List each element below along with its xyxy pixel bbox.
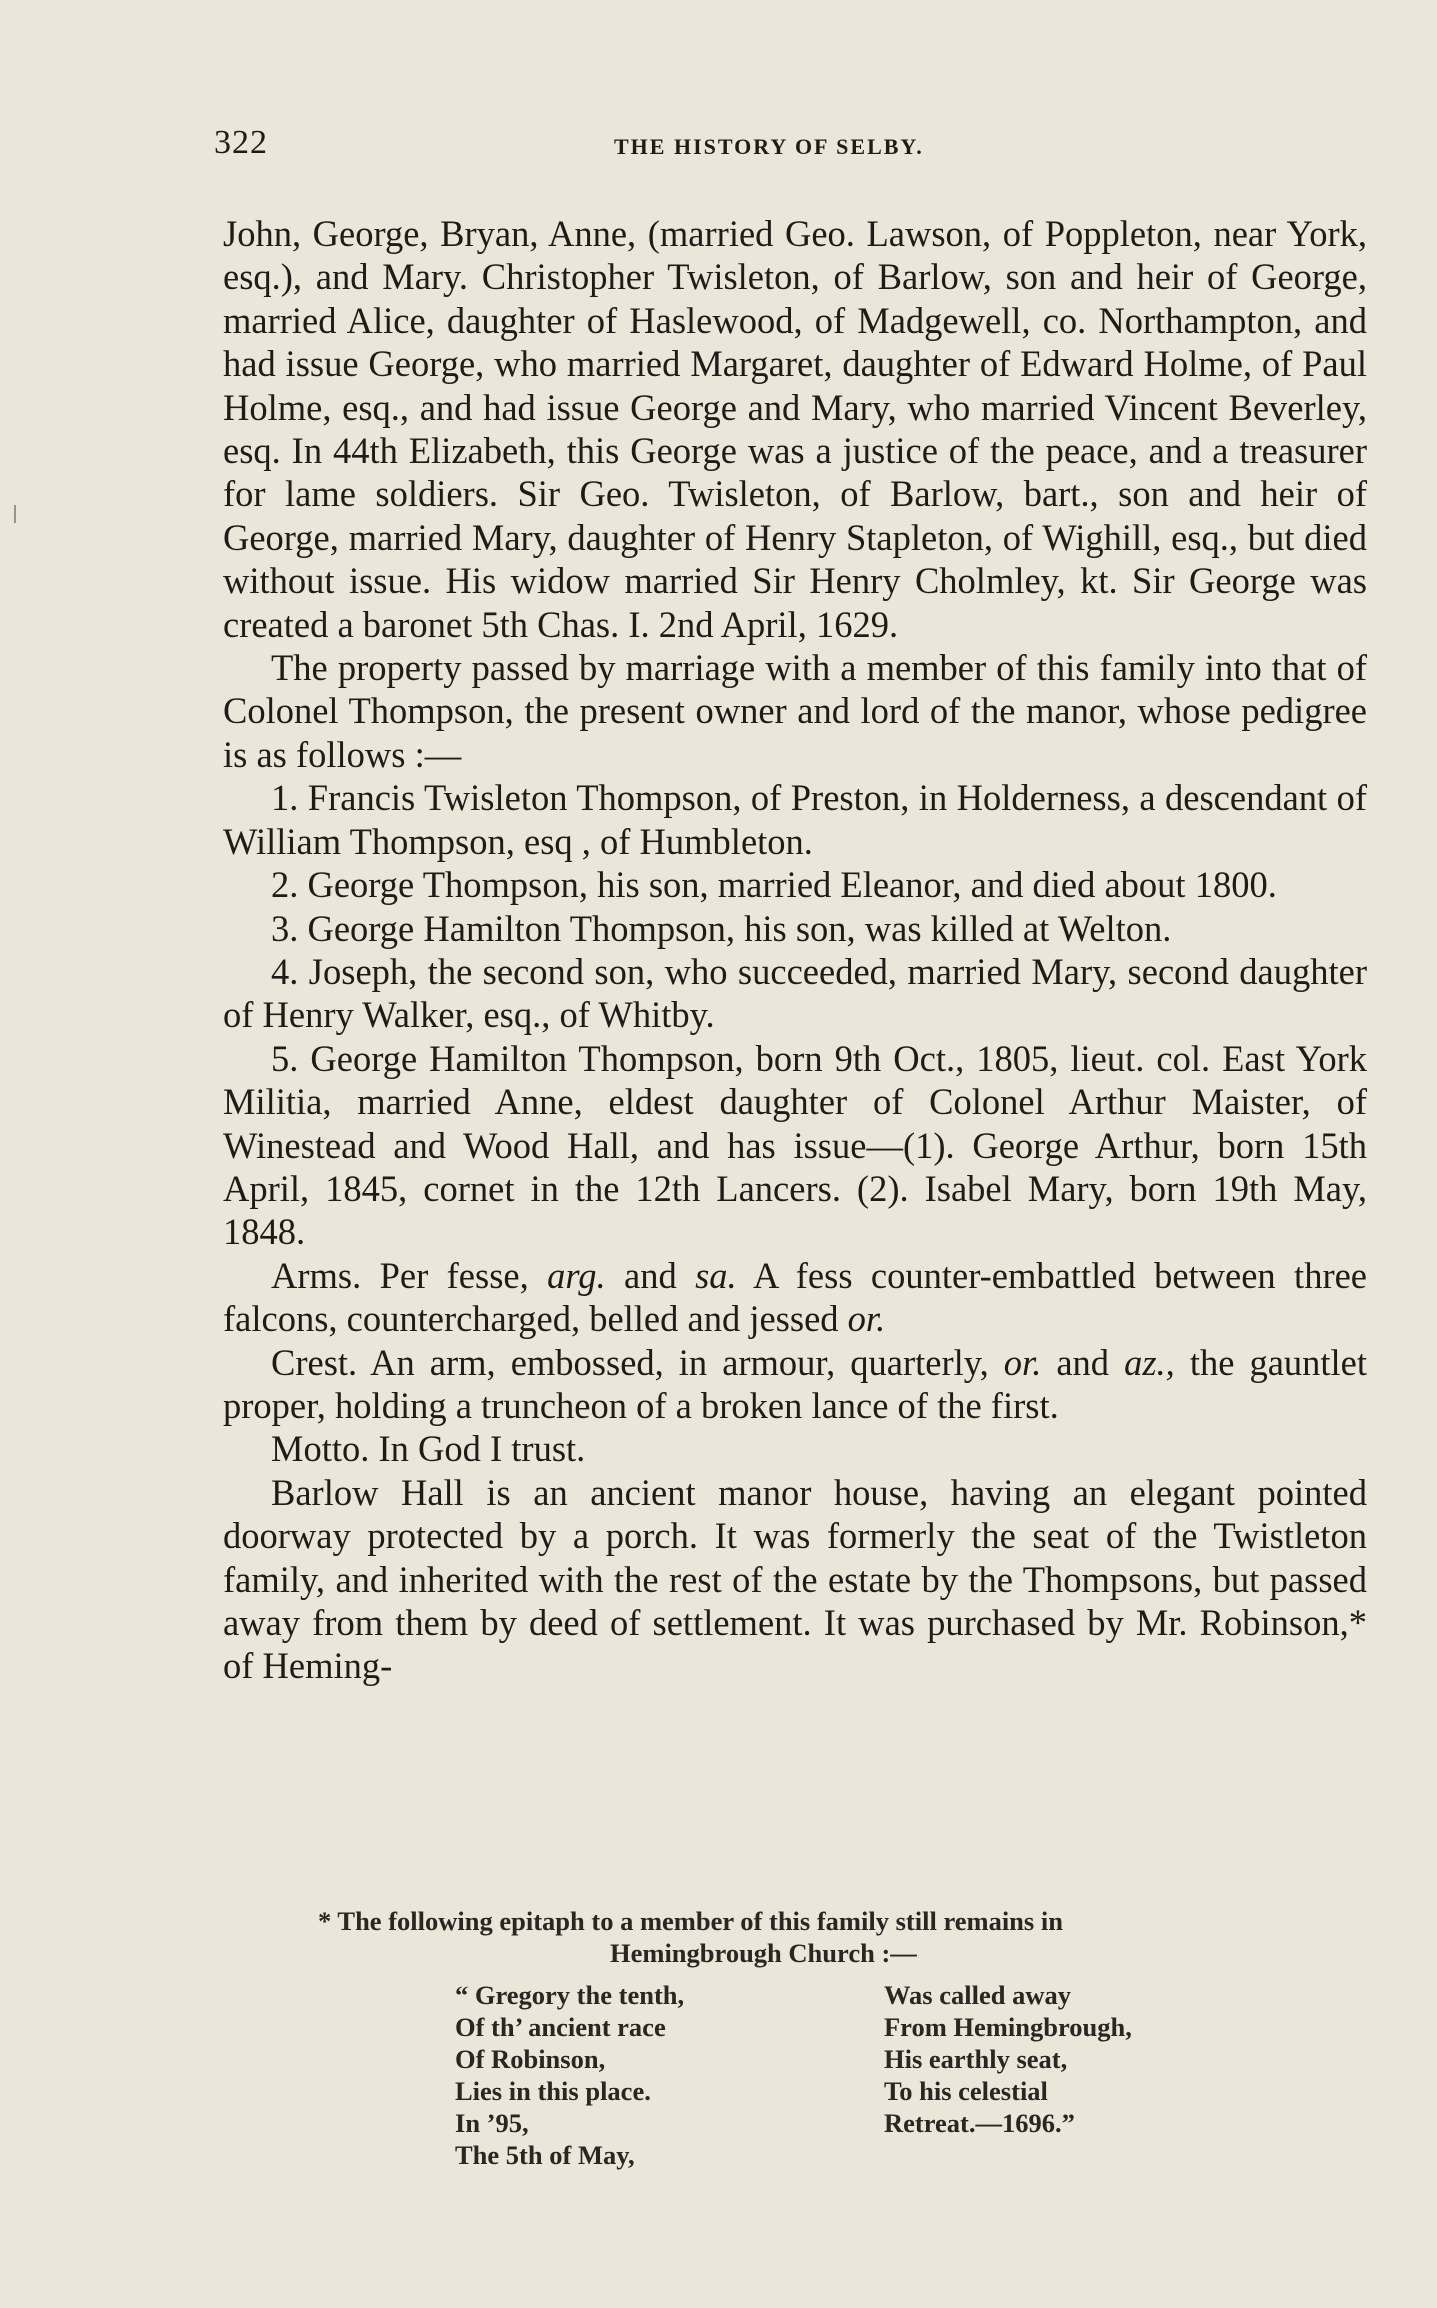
epitaph-line: The 5th of May,	[455, 2140, 635, 2170]
arms-text-a: Arms. Per fesse,	[271, 1254, 548, 1296]
epitaph-line: Lies in this place.	[455, 2076, 651, 2106]
epitaph-line: From Hemingbrough,	[884, 2012, 1132, 2042]
motto-paragraph: Motto. In God I trust.	[271, 1428, 586, 1470]
crest-tincture-az: az.,	[1124, 1341, 1175, 1383]
arms-tincture-sa: sa.	[695, 1254, 737, 1296]
footnote-intro-line-1: * The following epitaph to a member of this family still remains in	[318, 1906, 1063, 1936]
crest-tincture-or: or.	[1003, 1341, 1042, 1383]
crest-text-e: the gauntlet proper, holding a truncheon of a broken lance of the first.	[223, 1341, 1368, 1426]
page-number: 322	[214, 124, 268, 161]
epitaph-line: To his celestial	[884, 2076, 1048, 2106]
page-header	[214, 124, 1374, 164]
crest-text-a: Crest. An arm, embossed, in armour, quarterly,	[271, 1341, 1004, 1383]
pedigree-item-3: 3. George Hamilton Thompson, his son, was killed at Welton.	[271, 907, 1172, 949]
epitaph-line: His earthly seat,	[884, 2044, 1068, 2074]
arms-tincture-arg: arg.	[547, 1254, 606, 1296]
crest-paragraph	[223, 1341, 1367, 1428]
pedigree-item-5: 5. George Hamilton Thompson, born 9th Oct., 1805, lieut. col. East York Militia, married Anne, eldest daughter of Colonel Arthur Maister, of Winestead and Wood Hall, and has issue—(1). George Arthur, born 15th April, 1845, cornet in the 12th Lancers. (2). Isabel Mary, born 19th May, 1848.	[223, 1037, 1367, 1253]
arms-text-c: and	[605, 1254, 696, 1296]
pedigree-item-2: 2. George Thompson, his son, married Eleanor, and died about 1800.	[271, 864, 1277, 906]
running-head: THE HISTORY OF SELBY.	[614, 134, 924, 159]
epitaph-right-column	[884, 1979, 1132, 2139]
pedigree-item-1: 1. Francis Twisleton Thompson, of Preston, in Holderness, a descendant of William Thompson, esq , of Humbleton.	[223, 777, 1367, 862]
body-text	[223, 212, 1367, 1688]
epitaph-line: Of Robinson,	[455, 2044, 606, 2074]
paragraph-barlow-hall: Barlow Hall is an ancient manor house, having an elegant pointed doorway protected by a porch. It was formerly the seat of the Twistleton family, and inherited with the rest of the estate by the Thompsons, but passed away from them by deed of settlement. It was purchased by Mr. Robinson,* of Heming-	[223, 1471, 1367, 1687]
epitaph-line: In ’95,	[455, 2108, 529, 2138]
arms-text-e: A fess counter-embattled between three falcons, countercharged, belled and jessed	[223, 1254, 1367, 1340]
epitaph-line: Was called away	[884, 1980, 1071, 2010]
pedigree-item-4: 4. Joseph, the second son, who succeeded, married Mary, second daughter of Henry Walker, esq., of Whitby.	[223, 950, 1367, 1036]
paragraph-property-passed: The property passed by marriage with a member of this family into that of Colonel Thompson, the present owner and lord of the manor, whose pedigree is as follows :—	[223, 647, 1367, 775]
epitaph-left-column	[455, 1979, 684, 2171]
arms-tincture-or: or.	[847, 1298, 886, 1340]
arms-paragraph	[223, 1254, 1367, 1341]
epitaph-line: Of th’ ancient race	[455, 2012, 666, 2042]
paragraph-twisleton-lineage: John, George, Bryan, Anne, (married Geo. Lawson, of Poppleton, near York, esq.), and Mary. Christopher Twisleton, of Barlow, son and heir of George, married Alice, daughter of Haslewood, of Madgewell, co. Northampton, and had issue George, who married Margaret, daughter of Edward Holme, of Paul Holme, esq., and had issue George and Mary, who married Vincent Beverley, esq. In 44th Elizabeth, this George was a justice of the peace, and a treasurer for lame soldiers. Sir Geo. Twisleton, of Barlow, bart., son and heir of George, married Mary, daughter of Henry Stapleton, of Wighill, esq., but died without issue. His widow married Sir Henry Cholmley, kt. Sir George was created a baronet 5th Chas. I. 2nd April, 1629.	[223, 213, 1367, 645]
epitaph-line: “ Gregory the tenth,	[455, 1980, 685, 2010]
crest-text-c: and	[1041, 1341, 1125, 1383]
footnote-intro-line-2: Hemingbrough Church :—	[610, 1938, 917, 1968]
margin-mark	[14, 505, 16, 523]
epitaph-line: Retreat.—1696.”	[884, 2108, 1075, 2138]
